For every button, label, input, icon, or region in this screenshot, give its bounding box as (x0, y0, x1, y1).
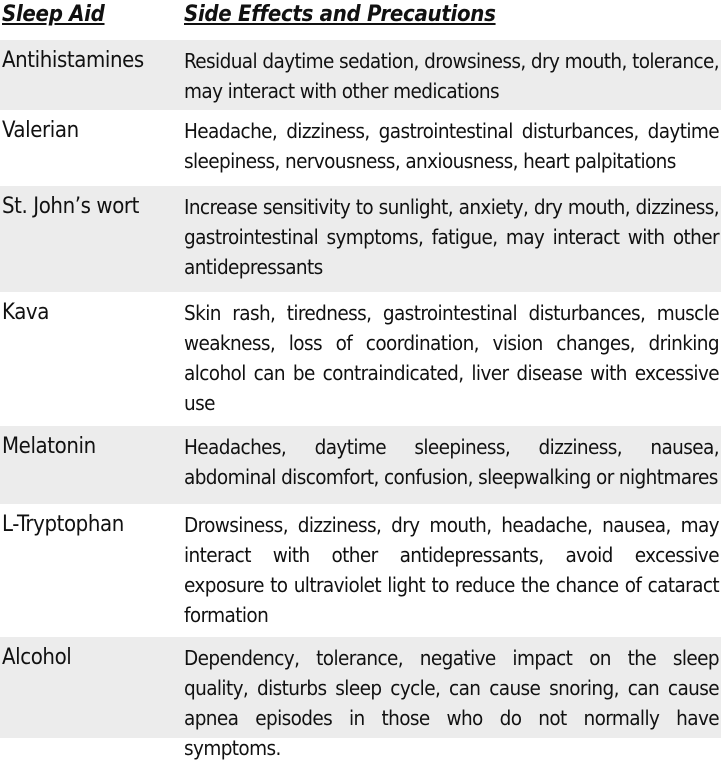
side-effects-text: Skin rash, tiredness, gastrointestinal disturbances, muscle weakness, loss of coordination, vision changes, drinking alcohol can be contraindicated, liver disease with excessive use (184, 301, 719, 415)
sleep-aid-name: Alcohol (2, 645, 72, 670)
header-side-effects: Side Effects and Precautions (184, 2, 496, 27)
sleep-aid-name: Valerian (2, 118, 79, 143)
side-effects-text: Increase sensitivity to sunlight, anxiety, dry mouth, dizziness, gastrointestinal symptoms, fatigue, may interact with other antidepressants (184, 195, 719, 279)
header-sleep-aid: Sleep Aid (2, 2, 105, 27)
table-row (0, 426, 721, 504)
table-header (0, 0, 721, 40)
side-effects-text: Headache, dizziness, gastrointestinal disturbances, daytime sleepiness, nervousness, anxiousness, heart palpitations (184, 119, 719, 173)
table-row (0, 292, 721, 426)
side-effects-text: Headaches, daytime sleepiness, dizziness, nausea, abdominal discomfort, confusion, sleepwalking or nightmares (184, 435, 719, 489)
side-effects-text: Drowsiness, dizziness, dry mouth, headache, nausea, may interact with other antidepressants, avoid excessive exposure to ultraviolet light to reduce the chance of cataract formation (184, 513, 719, 627)
sleep-aid-name: L-Tryptophan (2, 512, 124, 537)
side-effects-text: Dependency, tolerance, negative impact on the sleep quality, disturbs sleep cycle, can cause snoring, can cause apnea episodes in those who do not normally have symptoms. (184, 646, 719, 760)
table-row (0, 186, 721, 292)
table-row (0, 504, 721, 637)
table-row (0, 40, 721, 110)
side-effects-text: Residual daytime sedation, drowsiness, dry mouth, tolerance, may interact with other medications (184, 49, 719, 103)
sleep-aid-name: Kava (2, 300, 49, 325)
table-row (0, 637, 721, 760)
table-row (0, 110, 721, 186)
sleep-aid-name: Antihistamines (2, 48, 144, 73)
sleep-aid-name: Melatonin (2, 434, 96, 459)
sleep-aid-name: St. John’s wort (2, 194, 139, 219)
